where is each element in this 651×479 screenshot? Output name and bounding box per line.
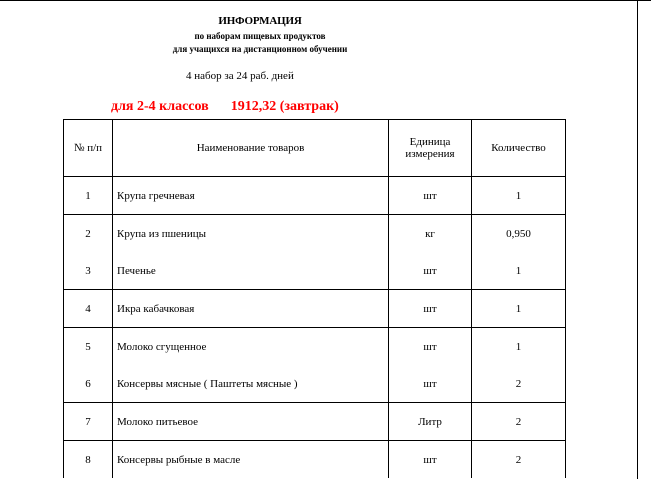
row-qty: 2 (472, 365, 566, 403)
table-row (64, 290, 566, 328)
table-row (64, 441, 566, 479)
row-unit: шт (389, 365, 472, 403)
header-num: № п/п (64, 120, 113, 177)
row-qty: 1 (472, 328, 566, 366)
grade-amount: 1912,32 (завтрак) (230, 99, 339, 114)
table-header-row (64, 120, 566, 177)
row-num: 2 (64, 215, 113, 253)
table-row (64, 252, 566, 290)
row-qty: 1 (472, 290, 566, 328)
page-top-rule (0, 0, 651, 1)
row-num: 6 (64, 365, 113, 403)
row-qty: 2 (472, 441, 566, 479)
row-unit: кг (389, 215, 472, 253)
row-num: 5 (64, 328, 113, 366)
row-name: Консервы мясные ( Паштеты мясные ) (113, 365, 389, 403)
row-name: Икра кабачковая (113, 290, 389, 328)
row-num: 7 (64, 403, 113, 441)
row-qty: 2 (472, 403, 566, 441)
grade-group: для 2-4 классов (111, 99, 209, 114)
row-unit: шт (389, 328, 472, 366)
table-row (64, 403, 566, 441)
page-right-edge (637, 0, 638, 479)
row-qty: 1 (472, 252, 566, 290)
header-qty: Количество (472, 120, 566, 177)
document-subtitle-line2: для учащихся на дистанционном обучении (172, 44, 348, 54)
row-unit: шт (389, 441, 472, 479)
table-row (64, 328, 566, 366)
row-qty: 1 (472, 177, 566, 215)
row-num: 1 (64, 177, 113, 215)
table-row (64, 177, 566, 215)
row-name: Крупа из пшеницы (113, 215, 389, 253)
row-unit: шт (389, 252, 472, 290)
row-name: Молоко питьевое (113, 403, 389, 441)
row-num: 8 (64, 441, 113, 479)
document-subtitle-line1: по наборам пищевых продуктов (194, 31, 326, 41)
header-name: Наименование товаров (113, 120, 389, 177)
row-unit: Литр (389, 403, 472, 441)
row-name: Консервы рыбные в масле (113, 441, 389, 479)
products-table (63, 119, 566, 478)
row-unit: шт (389, 177, 472, 215)
table-row (64, 215, 566, 253)
grade-line (111, 99, 339, 115)
row-num: 4 (64, 290, 113, 328)
row-name: Молоко сгущенное (113, 328, 389, 366)
row-num: 3 (64, 252, 113, 290)
set-info: 4 набор за 24 раб. дней (186, 70, 294, 82)
table-row (64, 365, 566, 403)
header-unit: Единица измерения (389, 120, 472, 177)
row-unit: шт (389, 290, 472, 328)
document-title: ИНФОРМАЦИЯ (218, 15, 302, 27)
row-qty: 0,950 (472, 215, 566, 253)
row-name: Печенье (113, 252, 389, 290)
row-name: Крупа гречневая (113, 177, 389, 215)
